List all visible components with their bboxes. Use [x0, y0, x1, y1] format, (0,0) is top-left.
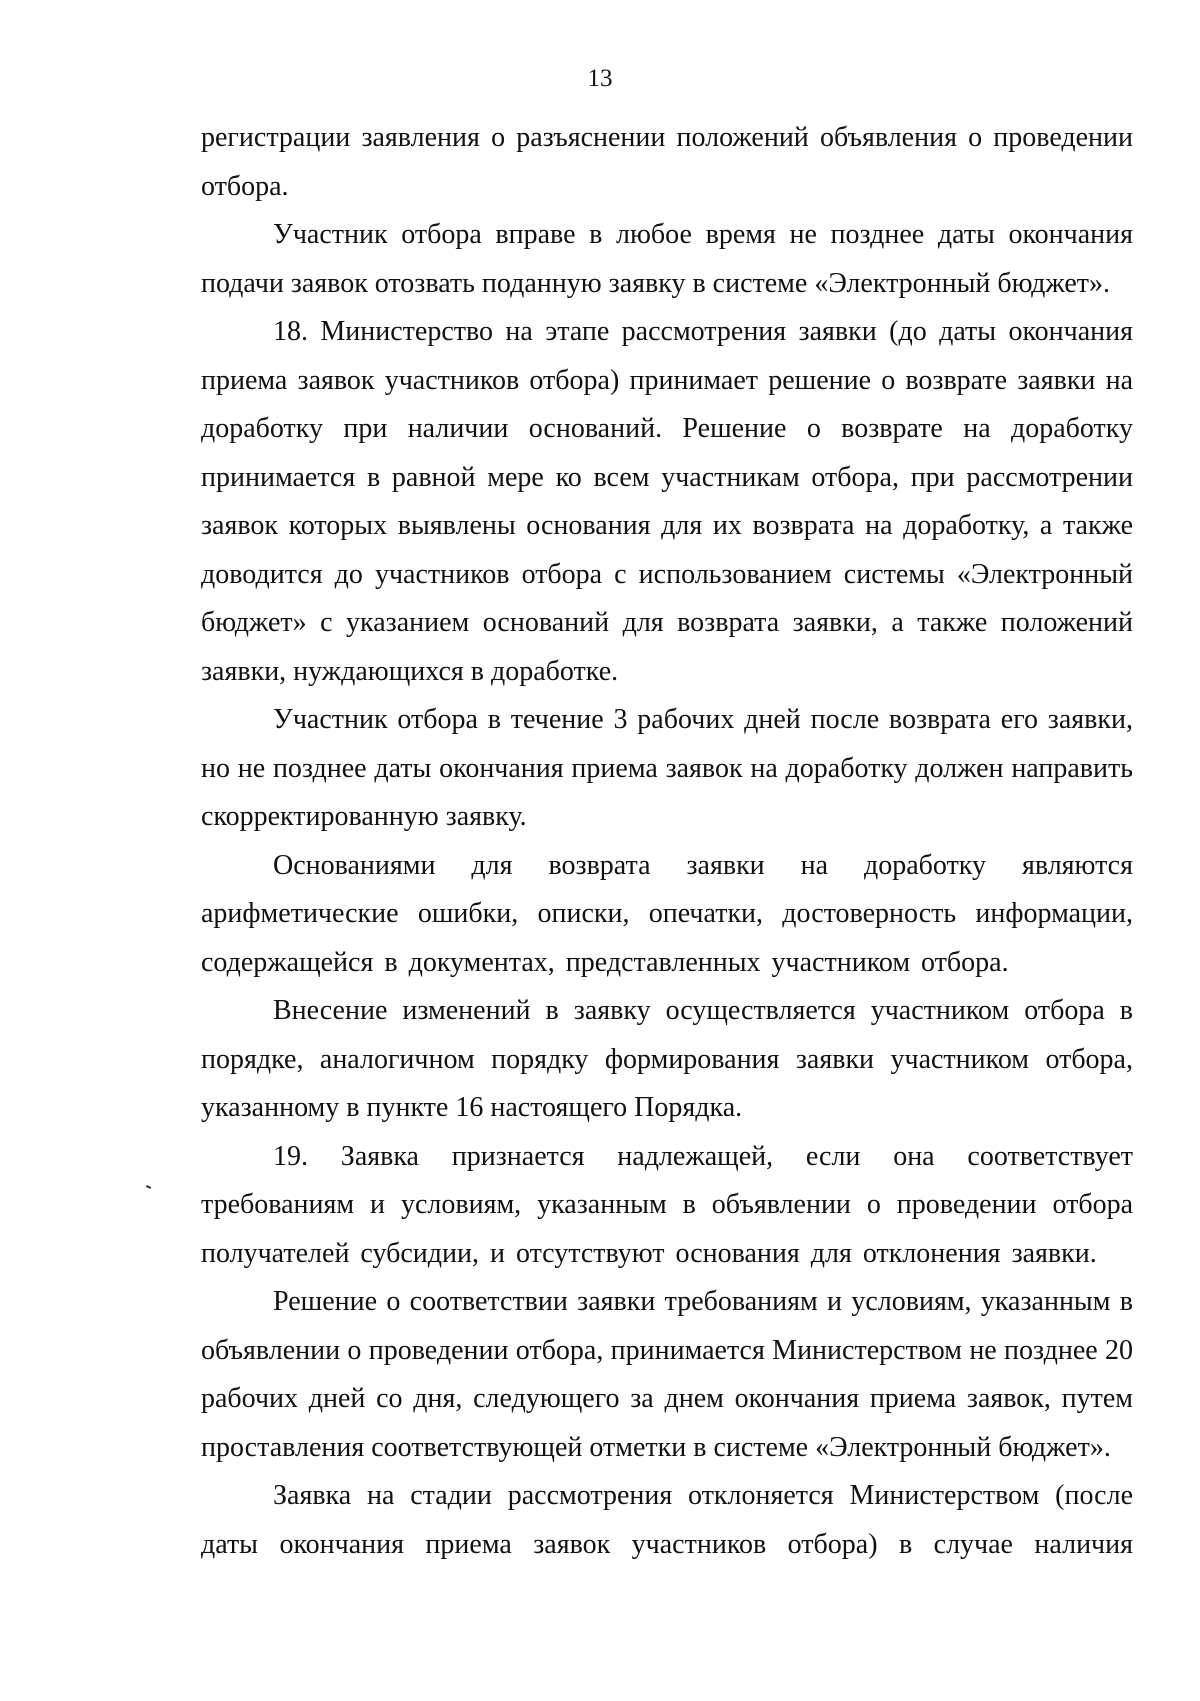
- scan-mark: [146, 1185, 151, 1189]
- paragraph-rejection: Заявка на стадии рассмотрения отклоняется Министерством (после даты окончания приема заявок участников отбора) в случае наличия: [201, 1480, 1133, 1560]
- paragraph-19-proper-application: 19. Заявка признается надлежащей, если она соответствует требованиям и условиям, указанным в объявлении о проведении отбора получателей субсидии, и отсутствуют основания для отклонения заявки.: [201, 1140, 1133, 1269]
- paragraph-resubmission-deadline: Участник отбора в течение 3 рабочих дней после возврата его заявки, но не позднее даты окончания приема заявок на доработку должен направить скорректированную заявку.: [201, 704, 1133, 832]
- paragraph-amendments: Внесение изменений в заявку осуществляется участником отбора в порядке, аналогичном порядку формирования заявки участником отбора, указанному в пункте 16 настоящего Порядка.: [201, 995, 1133, 1123]
- paragraph-grounds-for-return: Основаниями для возврата заявки на доработку являются арифметические ошибки, описки, опечатки, достоверность информации, содержащейся в документах, представленных участником отбора.: [201, 849, 1133, 978]
- paragraph-18-return-for-revision: 18. Министерство на этапе рассмотрения заявки (до даты окончания приема заявок участников отбора) принимает решение о возврате заявки на доработку при наличии оснований. Решение о возврате на доработку принимается в равной мере ко всем участникам отбора, при рассмотрении заявок которых выявлены основания для их возврата на доработку, а также доводится до участников отбора с использованием системы «Электронный бюджет» с указанием оснований для возврата заявки, а также положений заявки, нуждающихся в доработке.: [201, 316, 1133, 687]
- paragraph-continuation: регистрации заявления о разъяснении положений объявления о проведении отбора.: [201, 122, 1133, 202]
- document-body: [201, 114, 1133, 1569]
- paragraph-compliance-decision: Решение о соответствии заявки требованиям и условиям, указанным в объявлении о проведении отбора, принимается Министерством не позднее 20 рабочих дней со дня, следующего за днем окончания приема заявок, путем проставления соответствующей отметки в системе «Электронный бюджет».: [201, 1286, 1133, 1463]
- page-number: 13: [587, 65, 613, 92]
- paragraph-withdraw-application: Участник отбора вправе в любое время не позднее даты окончания подачи заявок отозвать поданную заявку в системе «Электронный бюджет».: [201, 219, 1133, 299]
